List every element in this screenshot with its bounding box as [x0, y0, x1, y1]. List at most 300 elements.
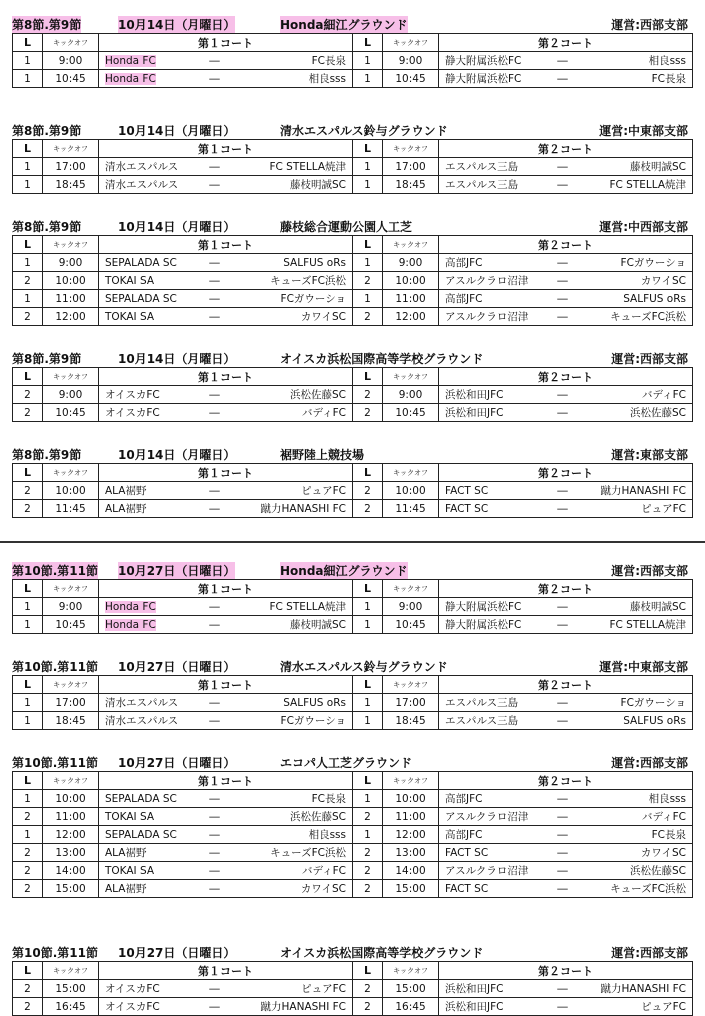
away-team: FCガウーショ: [583, 254, 693, 272]
kickoff-cell: 14:00: [43, 862, 99, 880]
league-cell: 2: [353, 998, 383, 1016]
versus-dash: ―: [195, 52, 235, 70]
versus-dash: ―: [543, 70, 583, 88]
kickoff-header: キックオフ: [383, 368, 439, 386]
home-team: 高部JFC: [439, 254, 543, 272]
league-cell: 1: [13, 616, 43, 634]
league-cell: 2: [353, 880, 383, 898]
league-cell: 1: [353, 616, 383, 634]
court2-header: 第２コート: [439, 580, 693, 598]
table-row: [13, 482, 693, 500]
home-team: [99, 980, 195, 998]
versus-dash: ―: [543, 500, 583, 518]
venue-section: [12, 120, 692, 194]
league-header: L: [353, 368, 383, 386]
league-cell: 1: [353, 598, 383, 616]
league-cell: 2: [353, 308, 383, 326]
league-cell: 2: [13, 308, 43, 326]
league-cell: 2: [13, 404, 43, 422]
away-team: 相良sss: [583, 52, 693, 70]
kickoff-header: キックオフ: [43, 962, 99, 980]
home-team: エスパルス三島: [439, 158, 543, 176]
home-team: アスルクラロ沼津: [439, 308, 543, 326]
away-team: カワイSC: [235, 308, 353, 326]
round-label: 第8節.第9節: [12, 220, 82, 234]
venue-section: [12, 752, 692, 898]
league-cell: 1: [13, 598, 43, 616]
table-row: [13, 808, 693, 826]
away-team: SALFUS oRs: [583, 290, 693, 308]
kickoff-cell: 10:45: [43, 70, 99, 88]
versus-dash: ―: [543, 826, 583, 844]
home-team-name: TOKAI SA: [105, 310, 155, 323]
home-team: [99, 482, 195, 500]
kickoff-header: キックオフ: [383, 962, 439, 980]
versus-dash: ―: [543, 52, 583, 70]
league-cell: 2: [13, 500, 43, 518]
versus-dash: ―: [195, 500, 235, 518]
kickoff-header: キックオフ: [43, 140, 99, 158]
home-team-name: オイスカFC: [105, 983, 160, 995]
court2-header: 第２コート: [439, 962, 693, 980]
operator-label: 運営:西部支部: [611, 352, 688, 366]
home-team-name: SEPALADA SC: [105, 828, 177, 841]
league-cell: 1: [353, 790, 383, 808]
home-team: [99, 598, 195, 616]
league-header: L: [13, 962, 43, 980]
operator-label: 運営:西部支部: [611, 18, 688, 32]
match-table: [12, 463, 693, 518]
court2-header: 第２コート: [439, 236, 693, 254]
league-header: L: [13, 368, 43, 386]
round-label: 第8節.第9節: [12, 448, 82, 462]
venue-name: 藤枝総合運動公園人工芝: [280, 220, 413, 234]
match-date: 10月14日（月曜日）: [118, 124, 236, 138]
home-team: [99, 70, 195, 88]
kickoff-header: キックオフ: [383, 464, 439, 482]
kickoff-cell: 12:00: [43, 308, 99, 326]
home-team: [99, 308, 195, 326]
away-team: FC STELLA焼津: [583, 176, 693, 194]
home-team-name: 清水エスパルス: [105, 179, 179, 191]
section-header: [12, 120, 692, 139]
versus-dash: ―: [195, 386, 235, 404]
court1-header: 第１コート: [99, 236, 353, 254]
home-team: アスルクラロ沼津: [439, 862, 543, 880]
league-header: L: [13, 140, 43, 158]
home-team: [99, 998, 195, 1016]
table-row: [13, 52, 693, 70]
table-row: [13, 844, 693, 862]
court2-header: 第２コート: [439, 140, 693, 158]
away-team: 浜松佐藤SC: [583, 404, 693, 422]
away-team: FC STELLA焼津: [235, 158, 353, 176]
court2-header: 第２コート: [439, 368, 693, 386]
versus-dash: ―: [195, 980, 235, 998]
match-date: 10月14日（月曜日）: [118, 448, 236, 462]
kickoff-cell: 10:00: [43, 790, 99, 808]
kickoff-header: キックオフ: [43, 34, 99, 52]
kickoff-header: キックオフ: [43, 676, 99, 694]
home-team-name: TOKAI SA: [105, 274, 155, 287]
court1-header: 第１コート: [99, 962, 353, 980]
kickoff-cell: 17:00: [43, 158, 99, 176]
away-team: バディFC: [235, 862, 353, 880]
league-cell: 1: [13, 254, 43, 272]
operator-label: 運営:西部支部: [611, 756, 688, 770]
court2-header: 第２コート: [439, 464, 693, 482]
kickoff-cell: 15:00: [383, 880, 439, 898]
league-cell: 1: [13, 826, 43, 844]
table-row: [13, 616, 693, 634]
away-team: 蹴力HANASHI FC: [583, 482, 693, 500]
match-table: [12, 675, 693, 730]
court1-header: 第１コート: [99, 368, 353, 386]
away-team: キューズFC浜松: [583, 880, 693, 898]
away-team: FC長泉: [235, 790, 353, 808]
venue-name: エコパ人工芝グラウンド: [280, 756, 413, 770]
home-team: [99, 790, 195, 808]
table-header: [13, 580, 693, 598]
away-team: 蹴力HANASHI FC: [235, 998, 353, 1016]
venue-section: [12, 444, 692, 518]
round-label: 第8節.第9節: [12, 124, 82, 138]
league-header: L: [13, 464, 43, 482]
kickoff-header: キックオフ: [43, 464, 99, 482]
match-date: 10月27日（日曜日）: [118, 564, 236, 578]
operator-label: 運営:西部支部: [611, 564, 688, 578]
home-team: エスパルス三島: [439, 176, 543, 194]
venue-section: [12, 942, 692, 1016]
court1-header: 第１コート: [99, 34, 353, 52]
match-table: [12, 139, 693, 194]
home-team: [99, 500, 195, 518]
home-team-name: 清水エスパルス: [105, 161, 179, 173]
versus-dash: ―: [543, 808, 583, 826]
league-cell: 2: [13, 844, 43, 862]
table-header: [13, 962, 693, 980]
home-team-name: オイスカFC: [105, 389, 160, 401]
away-team: ピュアFC: [583, 998, 693, 1016]
kickoff-cell: 17:00: [383, 158, 439, 176]
home-team: 静大附属浜松FC: [439, 598, 543, 616]
section-header: [12, 216, 692, 235]
kickoff-cell: 10:00: [43, 482, 99, 500]
kickoff-cell: 11:00: [43, 808, 99, 826]
home-team-name: ALA裾野: [105, 883, 147, 895]
section-header: [12, 656, 692, 675]
table-row: [13, 826, 693, 844]
home-team: [99, 808, 195, 826]
league-header: L: [353, 34, 383, 52]
away-team: 藤枝明誠SC: [235, 616, 353, 634]
versus-dash: ―: [195, 158, 235, 176]
home-team: [99, 862, 195, 880]
versus-dash: ―: [543, 308, 583, 326]
home-team: [99, 272, 195, 290]
league-header: L: [13, 236, 43, 254]
table-row: [13, 70, 693, 88]
home-team-name: Honda FC: [105, 72, 156, 85]
league-cell: 1: [13, 290, 43, 308]
away-team: SALFUS oRs: [583, 712, 693, 730]
kickoff-cell: 9:00: [43, 254, 99, 272]
versus-dash: ―: [543, 272, 583, 290]
kickoff-cell: 9:00: [43, 52, 99, 70]
section-header: [12, 560, 692, 579]
league-cell: 1: [13, 176, 43, 194]
home-team-name: TOKAI SA: [105, 864, 155, 877]
away-team: キューズFC浜松: [583, 308, 693, 326]
versus-dash: ―: [195, 308, 235, 326]
home-team: [99, 254, 195, 272]
home-team-name: Honda FC: [105, 54, 156, 67]
table-header: [13, 368, 693, 386]
versus-dash: ―: [543, 844, 583, 862]
league-cell: 1: [353, 254, 383, 272]
home-team: [99, 826, 195, 844]
league-cell: 1: [13, 790, 43, 808]
kickoff-cell: 10:45: [43, 404, 99, 422]
away-team: FC長泉: [583, 826, 693, 844]
home-team: 静大附属浜松FC: [439, 70, 543, 88]
versus-dash: ―: [195, 176, 235, 194]
match-table: [12, 961, 693, 1016]
kickoff-cell: 17:00: [43, 694, 99, 712]
venue-section: [12, 14, 692, 88]
kickoff-cell: 15:00: [43, 980, 99, 998]
kickoff-cell: 10:45: [383, 616, 439, 634]
versus-dash: ―: [543, 980, 583, 998]
home-team-name: SEPALADA SC: [105, 256, 177, 269]
home-team: 浜松和田JFC: [439, 404, 543, 422]
home-team: [99, 386, 195, 404]
away-team: ピュアFC: [583, 500, 693, 518]
court1-header: 第１コート: [99, 464, 353, 482]
away-team: カワイSC: [583, 272, 693, 290]
match-table: [12, 367, 693, 422]
table-row: [13, 254, 693, 272]
away-team: 浜松佐藤SC: [235, 386, 353, 404]
league-cell: 1: [353, 290, 383, 308]
versus-dash: ―: [543, 404, 583, 422]
match-table: [12, 771, 693, 898]
versus-dash: ―: [543, 712, 583, 730]
section-header: [12, 752, 692, 771]
league-cell: 1: [353, 158, 383, 176]
kickoff-header: キックオフ: [383, 140, 439, 158]
league-cell: 1: [13, 694, 43, 712]
versus-dash: ―: [195, 808, 235, 826]
league-cell: 2: [353, 272, 383, 290]
kickoff-cell: 9:00: [383, 386, 439, 404]
operator-label: 運営:中西部支部: [599, 220, 688, 234]
table-row: [13, 880, 693, 898]
league-cell: 2: [13, 386, 43, 404]
league-cell: 2: [353, 500, 383, 518]
kickoff-cell: 10:00: [383, 272, 439, 290]
league-header: L: [13, 676, 43, 694]
kickoff-cell: 15:00: [383, 980, 439, 998]
kickoff-cell: 18:45: [43, 712, 99, 730]
table-row: [13, 998, 693, 1016]
away-team: FCガウーショ: [583, 694, 693, 712]
league-header: L: [353, 464, 383, 482]
kickoff-header: キックオフ: [43, 236, 99, 254]
venue-name: オイスカ浜松国際高等学校グラウンド: [280, 946, 484, 960]
versus-dash: ―: [195, 70, 235, 88]
home-team: 浜松和田JFC: [439, 998, 543, 1016]
round-label: 第8節.第9節: [12, 18, 82, 32]
kickoff-cell: 10:00: [383, 482, 439, 500]
home-team-name: ALA裾野: [105, 485, 147, 497]
venue-section: [12, 348, 692, 422]
home-team: 高部JFC: [439, 790, 543, 808]
home-team: [99, 712, 195, 730]
away-team: カワイSC: [583, 844, 693, 862]
operator-label: 運営:中東部支部: [599, 124, 688, 138]
home-team-name: 清水エスパルス: [105, 697, 179, 709]
table-row: [13, 980, 693, 998]
league-cell: 2: [353, 404, 383, 422]
court2-header: 第２コート: [439, 676, 693, 694]
away-team: 相良sss: [235, 70, 353, 88]
versus-dash: ―: [195, 598, 235, 616]
versus-dash: ―: [195, 616, 235, 634]
section-header: [12, 14, 692, 33]
league-cell: 2: [353, 386, 383, 404]
versus-dash: ―: [195, 272, 235, 290]
table-row: [13, 862, 693, 880]
kickoff-cell: 11:00: [43, 290, 99, 308]
home-team-name: TOKAI SA: [105, 810, 155, 823]
kickoff-header: キックオフ: [43, 580, 99, 598]
round-label: 第10節.第11節: [12, 756, 98, 770]
kickoff-cell: 15:00: [43, 880, 99, 898]
kickoff-cell: 12:00: [383, 308, 439, 326]
kickoff-cell: 10:00: [43, 272, 99, 290]
away-team: キューズFC浜松: [235, 844, 353, 862]
versus-dash: ―: [195, 482, 235, 500]
venue-name: Honda細江グラウンド: [280, 18, 408, 32]
court1-header: 第１コート: [99, 676, 353, 694]
kickoff-cell: 9:00: [43, 598, 99, 616]
league-cell: 1: [353, 712, 383, 730]
away-team: SALFUS oRs: [235, 694, 353, 712]
home-team: 静大附属浜松FC: [439, 616, 543, 634]
home-team: 浜松和田JFC: [439, 386, 543, 404]
kickoff-cell: 18:45: [383, 712, 439, 730]
league-header: L: [353, 580, 383, 598]
match-table: [12, 33, 693, 88]
league-cell: 2: [353, 482, 383, 500]
home-team: [99, 844, 195, 862]
versus-dash: ―: [543, 290, 583, 308]
table-header: [13, 772, 693, 790]
match-date: 10月14日（月曜日）: [118, 18, 236, 32]
kickoff-cell: 11:45: [43, 500, 99, 518]
versus-dash: ―: [195, 404, 235, 422]
home-team: [99, 404, 195, 422]
kickoff-cell: 9:00: [43, 386, 99, 404]
court1-header: 第１コート: [99, 580, 353, 598]
away-team: キューズFC浜松: [235, 272, 353, 290]
league-cell: 2: [13, 808, 43, 826]
table-row: [13, 404, 693, 422]
versus-dash: ―: [543, 790, 583, 808]
table-row: [13, 386, 693, 404]
home-team-name: ALA裾野: [105, 847, 147, 859]
versus-dash: ―: [195, 790, 235, 808]
kickoff-cell: 9:00: [383, 598, 439, 616]
versus-dash: ―: [195, 712, 235, 730]
versus-dash: ―: [543, 862, 583, 880]
court2-header: 第２コート: [439, 772, 693, 790]
league-cell: 1: [13, 70, 43, 88]
home-team-name: Honda FC: [105, 600, 156, 613]
table-header: [13, 676, 693, 694]
round-label: 第10節.第11節: [12, 660, 98, 674]
league-cell: 1: [13, 158, 43, 176]
home-team: アスルクラロ沼津: [439, 272, 543, 290]
league-cell: 1: [353, 694, 383, 712]
table-row: [13, 790, 693, 808]
versus-dash: ―: [195, 880, 235, 898]
league-header: L: [13, 34, 43, 52]
versus-dash: ―: [543, 998, 583, 1016]
section-header: [12, 444, 692, 463]
away-team: バディFC: [583, 386, 693, 404]
versus-dash: ―: [543, 880, 583, 898]
venue-name: オイスカ浜松国際高等学校グラウンド: [280, 352, 484, 366]
section-divider: [0, 541, 705, 543]
operator-label: 運営:東部支部: [611, 448, 688, 462]
league-header: L: [353, 676, 383, 694]
home-team-name: 清水エスパルス: [105, 715, 179, 727]
kickoff-cell: 9:00: [383, 254, 439, 272]
kickoff-cell: 14:00: [383, 862, 439, 880]
kickoff-header: キックオフ: [43, 368, 99, 386]
match-date: 10月27日（日曜日）: [118, 756, 236, 770]
league-cell: 2: [13, 272, 43, 290]
away-team: FC長泉: [235, 52, 353, 70]
league-cell: 2: [13, 482, 43, 500]
operator-label: 運営:西部支部: [611, 946, 688, 960]
away-team: 藤枝明誠SC: [583, 158, 693, 176]
home-team: 浜松和田JFC: [439, 980, 543, 998]
away-team: FC STELLA焼津: [583, 616, 693, 634]
venue-section: [12, 656, 692, 730]
home-team: [99, 158, 195, 176]
home-team: 高部JFC: [439, 290, 543, 308]
match-table: [12, 235, 693, 326]
versus-dash: ―: [543, 254, 583, 272]
kickoff-cell: 11:00: [383, 808, 439, 826]
table-row: [13, 500, 693, 518]
league-cell: 1: [13, 52, 43, 70]
home-team: 静大附属浜松FC: [439, 52, 543, 70]
home-team: [99, 290, 195, 308]
away-team: FC STELLA焼津: [235, 598, 353, 616]
table-row: [13, 290, 693, 308]
match-table: [12, 579, 693, 634]
table-row: [13, 308, 693, 326]
league-cell: 1: [353, 176, 383, 194]
kickoff-cell: 16:45: [383, 998, 439, 1016]
away-team: 相良sss: [583, 790, 693, 808]
home-team-name: オイスカFC: [105, 407, 160, 419]
versus-dash: ―: [543, 598, 583, 616]
